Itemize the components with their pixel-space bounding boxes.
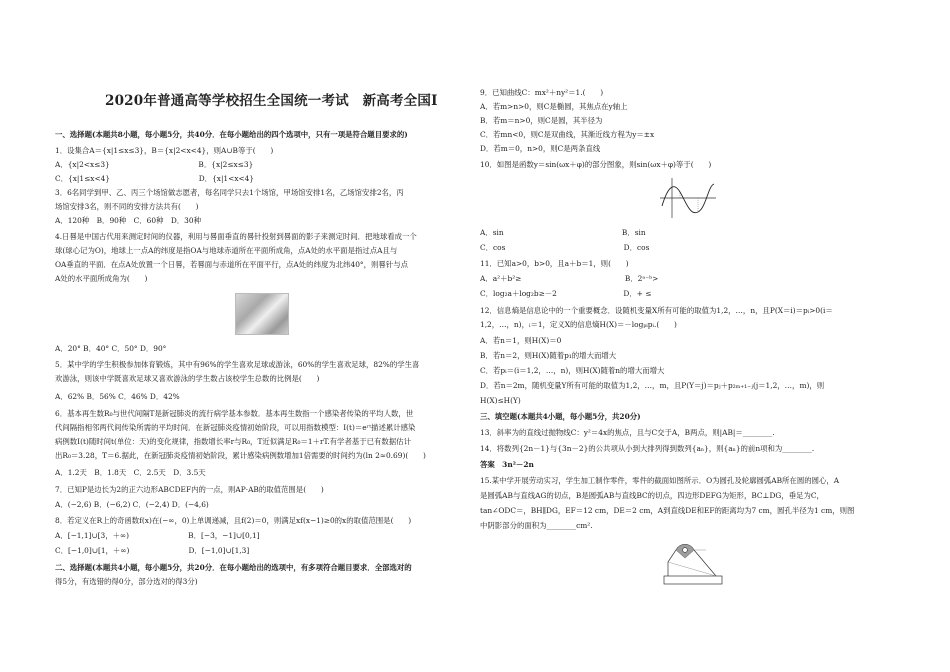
option-line: D．若m＝0，n>0，则C是两条直线 [480,144,601,153]
section-heading: 二、选择题(本题共4小题，每小题5分，共20分．在每小题给出的选项中，有多项符合题目要求．全部选对的 [55,563,412,572]
option-line: A．sin B．sin [480,228,646,237]
question-line: 病例数I(t)随时间t(单位：天)的变化规律，指数增长率r与R₀，T近似满足R₀＝1＋rT.有学者基于已有数据估计 [55,437,411,446]
page-title: 2020年普通高等学校招生全国统一考试 新高考全国Ⅰ [105,93,438,109]
option-line: C．cos D．cos [480,243,650,252]
question-line: 15.某中学开展劳动实习，学生加工制作零件，零件的截面如图所示．O为圆孔及轮廓圆弧AB所在圆的圆心，A [480,476,840,485]
question-line: 11．已知a>0，b>0，且a＋b＝1，则( ) [480,259,629,268]
question-line: 14．将数列{2n－1}与{3n－2}的公共项从小到大排列得到数列{aₙ}，则{aₙ}的前n项和为________. [480,444,815,453]
answer-line: 答案 3n²－2n [480,460,534,469]
option-line: A．若m>n>0，则C是椭圆，其焦点在y轴上 [480,102,628,111]
question-line: 5．某中学的学生积极参加体育锻炼，其中有96%的学生喜欢足球或游泳，60%的学生喜欢足球，82%的学生喜 [55,360,420,369]
question-line: 6．基本再生数R₀与世代间隔T是新冠肺炎的流行病学基本参数．基本再生数指一个感染者传染的平均人数，世 [55,409,414,418]
option-line: A．20° B．40° C．50° D．90° [55,344,167,353]
question-line: 是圆弧AB与直线AG的切点，B是圆弧AB与直线BC的切点，四边形DEFG为矩形，BC⊥DG，垂足为C， [480,491,824,500]
question-line: 13．斜率为的直线过抛物线C：y²＝4x的焦点，且与C交于A，B两点，则|AB|＝________. [480,428,775,437]
option-line: A．1.2天 B．1.8天 C．2.5天 D．3.5天 [55,468,206,477]
question-line: OA垂直的平面．在点A处放置一个日晷，若晷面与赤道所在平面平行，点A处的纬度为北纬40°，则晷针与点 [55,260,408,269]
sundial-photo [235,293,289,335]
question-line: 球(球心记为O)，地球上一点A的纬度是指OA与地球赤道所在平面所成角，点A处的水平面是指过点A且与 [55,246,398,255]
question-line: 欢游泳，则该中学既喜欢足球又喜欢游泳的学生数占该校学生总数的比例是( ) [55,374,320,383]
option-line: A．若n＝1，则H(X)＝0 [480,336,562,345]
option-line: C．{x|1≤x<4} D．{x|1<x<4} [55,174,255,183]
question-line: 10．如图是函数y＝sin(ωx＋φ)的部分图象，则sin(ωx＋φ)等于( ) [480,160,712,169]
option-line: A．[−1,1]∪[3，＋∞) B．[−3，−1]∪[0,1] [55,531,260,540]
question-line: 1．设集合A＝{x|1≤x≤3}，B＝{x|2<x<4}，则A∪B等于( ) [55,146,274,155]
question-line: 出R₀＝3.28，T＝6.据此，在新冠肺炎疫情初始阶段，累计感染病例数增加1倍需要的时间约为(ln 2≈0.69)( ) [55,451,426,460]
question-line: 4.日晷是中国古代用来测定时间的仪器，利用与晷面垂直的晷针投射到晷面的影子来测定时间．把地球看成一个 [55,232,417,241]
question-line: 得5分，有选错的得0分，部分选对的得3分) [55,577,198,586]
option-line: A．(−2,6) B．(−6,2) C．(−2,4) D．(−4,6) [55,500,209,509]
section-heading: 一、选择题(本题共8小题，每小题5分，共40分．在每小题给出的四个选项中，只有一项是符合题目要求的) [55,130,408,139]
section-heading: 三、填空题(本题共4小题，每小题5分，共20分) [480,412,641,421]
option-line: A．{x|2<x≤3} B．{x|2≤x≤3} [55,160,254,169]
option-line: B．若n＝2，则H(X)随着p₁的增大而增大 [480,351,617,360]
question-line: tan∠ODC＝，BH∥DG，EF＝12 cm，DE＝2 cm，A到直线DE和EF的距离均为7 cm，圆孔半径为1 cm，则图 [480,506,855,515]
question-line: 12．信息熵是信息论中的一个重要概念．设随机变量X所有可能的取值为1,2，…，n，且P(X＝i)＝pᵢ>0(i＝ [480,306,833,315]
question-line: 中阴影部分的面积为________cm². [480,521,593,530]
option-line: B．若m＝n>0，则C是圆，其半径为 [480,116,603,125]
sine-graph-figure [658,176,718,220]
option-line: A．120种 B．90种 C．60种 D．30种 [55,216,201,225]
question-line: 3．6名同学到甲、乙、丙三个场馆做志愿者，每名同学只去1个场馆，甲场馆安排1名，乙场馆安排2名，丙 [55,188,404,197]
option-line: C．若mn<0，则C是双曲线，其渐近线方程为y＝±x [480,130,655,139]
question-line: A处的水平面所成角为( ) [55,274,148,283]
option-line: D．若n＝2m，随机变量Y所有可能的取值为1,2，…，m，且P(Y＝j)＝pⱼ＋p₂ₘ₊₁₋ⱼ(j＝1,2，…，m)，则 [480,381,825,390]
option-line: H(X)≤H(Y) [480,396,521,405]
question-line: 8．若定义在R上的奇函数f(x)在(−∞，0)上单调递减，且f(2)＝0，则满足xf(x−1)≥0的x的取值范围是( ) [55,516,412,525]
part-section-figure [660,536,726,594]
option-line: A．62% B．56% C．46% D．42% [55,392,180,401]
option-line: C．若pᵢ＝(i＝1,2，…，n)，则H(X)随着n的增大而增大 [480,366,665,375]
option-line: C．[−1,0]∪[1，＋∞) D．[−1,0]∪[1,3] [55,546,250,555]
question-line: 场馆安排3名，则不同的安排方法共有( ) [55,202,199,211]
option-line: C．log₂a＋log₂b≥－2 D．+ ≤ [480,289,652,298]
question-line: 7．已知P是边长为2的正六边形ABCDEF内的一点，则AP·AB的取值范围是( ) [55,485,324,494]
question-line: 代间隔指相邻两代间传染所需的平均时间．在新冠肺炎疫情初始阶段，可以用指数模型：I(t)＝eʳᵗ描述累计感染 [55,423,416,432]
question-line: 9．已知曲线C：mx²＋ny²＝1.( ) [480,88,604,97]
option-line: A．a²＋b²≥ B．2ᵃ⁻ᵇ> [480,274,659,283]
question-line: 1,2，…，n)，ᵢ＝1，定义X的信息熵H(X)＝－logₚᵢpᵢ.( ) [480,320,677,329]
